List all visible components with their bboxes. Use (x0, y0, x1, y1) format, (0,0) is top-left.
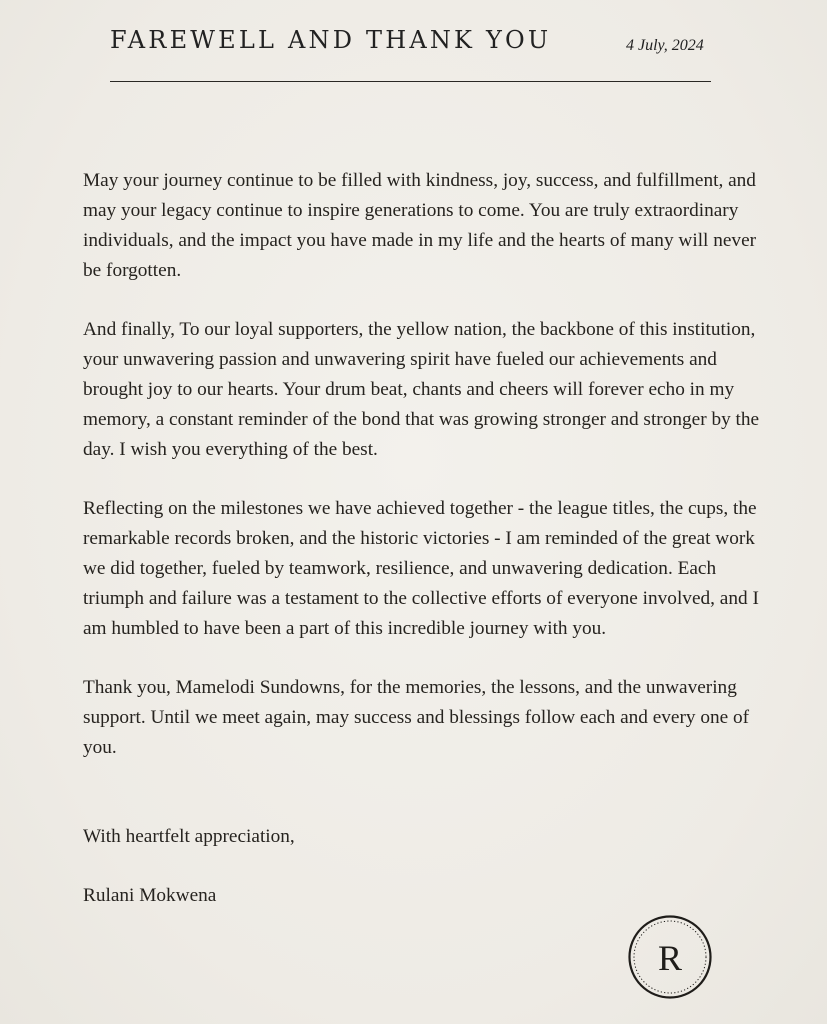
letter-body (83, 166, 763, 792)
paragraph: And finally, To our loyal supporters, the yellow nation, the backbone of this institution, your unwavering passion and unwavering spirit have fueled our achievements and brought joy to our hearts. Your drum beat, chants and cheers will forever echo in my memory, a constant reminder of the bond that was growing stronger and stronger by the day. I wish you everything of the best. (83, 319, 760, 460)
letter-signature: Rulani Mokwena (83, 885, 217, 906)
paragraph: Reflecting on the milestones we have achieved together - the league titles, the cups, the remarkable records broken, and the historic victories - I am reminded of the great work we did together, fueled by teamwork, resilience, and unwavering dedication. Each triumph and failure was a testament to the collective efforts of everyone involved, and I am humbled to have been a part of this incredible journey with you. (83, 498, 759, 639)
letter-title: FAREWELL AND THANK YOU (110, 26, 552, 54)
letter-closing: With heartfelt appreciation, (83, 826, 295, 847)
paragraph: May your journey continue to be filled with kindness, joy, success, and fulfillment, and may your legacy continue to inspire generations to come. You are truly extraordinary individuals, and the impact you have made in my life and the hearts of many will never be forgotten. (83, 170, 757, 281)
letter-date: 4 July, 2024 (626, 37, 704, 54)
monogram-logo (627, 914, 713, 1000)
header-divider (110, 81, 711, 82)
monogram-letter: R (657, 938, 683, 978)
paragraph: Thank you, Mamelodi Sundowns, for the memories, the lessons, and the unwavering support. Until we meet again, may success and blessings follow each and every one of you. (83, 677, 750, 758)
